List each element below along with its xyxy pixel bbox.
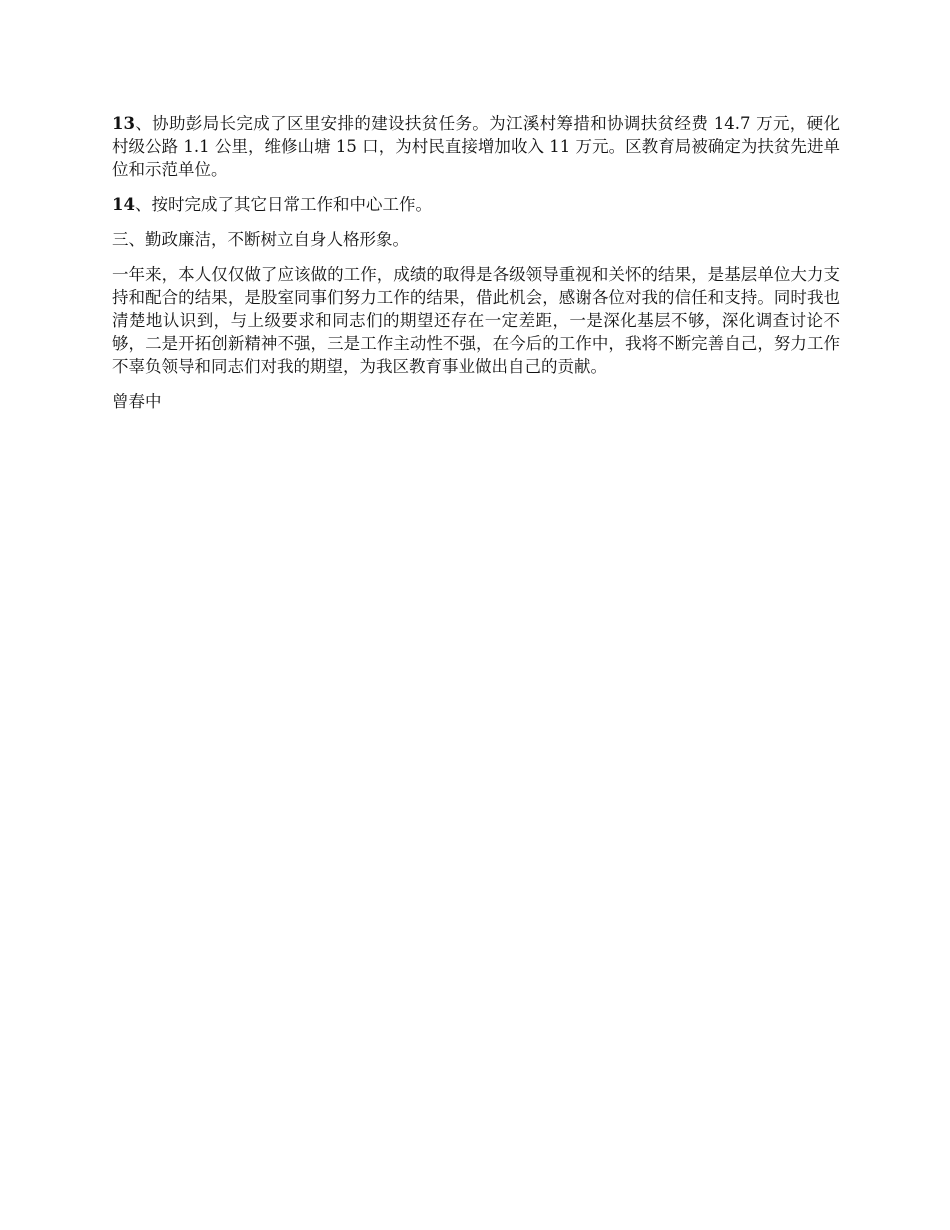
item-13-number: 13 bbox=[112, 114, 135, 133]
item-14-paragraph bbox=[112, 193, 840, 216]
section-heading: 三、勤政廉洁，不断树立自身人格形象。 bbox=[112, 230, 409, 249]
conclusion-paragraph: 一年来，本人仅仅做了应该做的工作，成绩的取得是各级领导重视和关怀的结果，是基层单位大力支持和配合的结果，是股室同事们努力工作的结果，借此机会，感谢各位对我的信任和支持。同时我也清楚地认识到，与上级要求和同志们的期望还存在一定差距，一是深化基层不够，深化调查讨论不够，二是开拓创新精神不强，三是工作主动性不强，在今后的工作中，我将不断完善自己，努力工作不辜负领导和同志们对我的期望，为我区教育事业做出自己的贡献。 bbox=[112, 265, 840, 376]
item-14-number: 14 bbox=[112, 195, 135, 214]
signature: 曾春中 bbox=[112, 392, 162, 411]
document-page bbox=[112, 112, 840, 425]
item-13-text: 、协助彭局长完成了区里安排的建设扶贫任务。为江溪村筹措和协调扶贫经费 14.7 万元，硬化村级公路 1.1 公里，维修山塘 15 口，为村民直接增加收入 11 万元。区教育局被确定为扶贫先进单位和示范单位。 bbox=[112, 114, 840, 179]
item-14-text: 、按时完成了其它日常工作和中心工作。 bbox=[134, 195, 432, 214]
item-13-paragraph bbox=[112, 112, 840, 181]
